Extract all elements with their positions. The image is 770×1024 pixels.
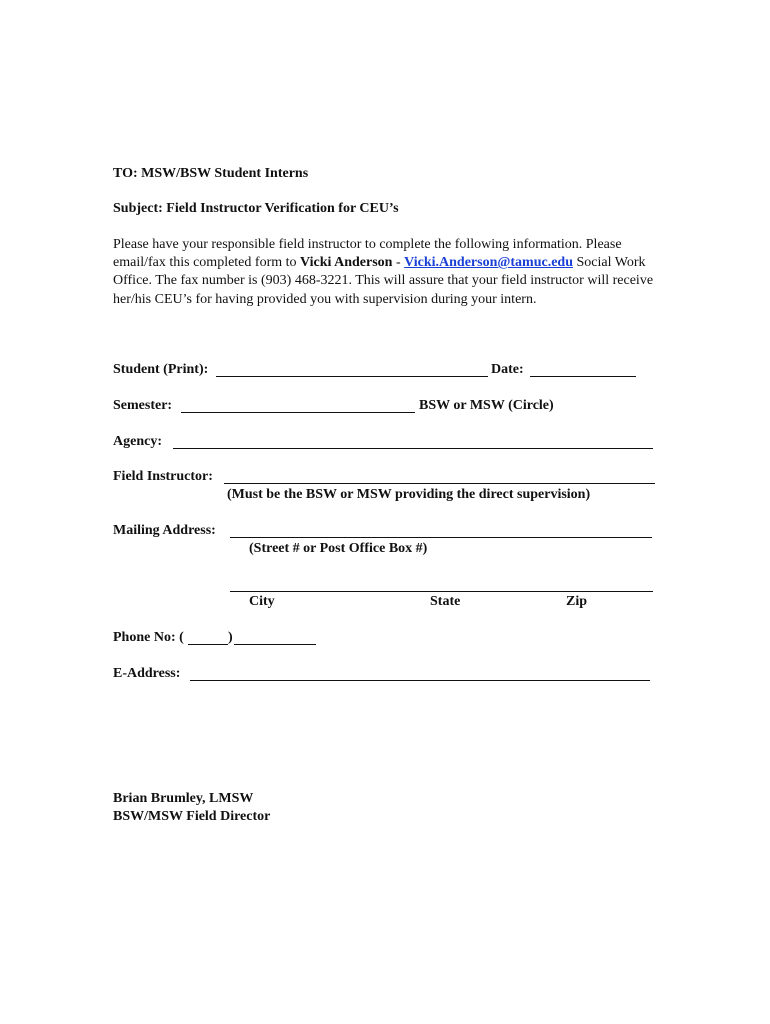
agency-label: Agency:	[113, 434, 162, 449]
signature-name: Brian Brumley, LMSW	[113, 791, 254, 806]
email-label: E-Address:	[113, 666, 181, 681]
city-label: City	[249, 594, 275, 609]
semester-field[interactable]	[181, 398, 415, 413]
student-label: Student (Print):	[113, 362, 209, 377]
field-instructor-label: Field Instructor:	[113, 469, 213, 484]
date-field[interactable]	[530, 362, 636, 377]
intro-text-2: Social Work Office. The fax number is (903) 468-3221. This will assure that your field instructor will receive her/his CEU’s for having provided you with supervision during your intern.	[113, 255, 654, 307]
zip-label: Zip	[566, 594, 588, 609]
phone-paren-close: )	[228, 630, 233, 645]
agency-field[interactable]	[173, 434, 653, 449]
mailing-address-field[interactable]	[230, 523, 652, 538]
to-line: TO: MSW/BSW Student Interns	[113, 166, 309, 181]
phone-area-code-field[interactable]	[188, 630, 228, 645]
subject-line: Subject: Field Instructor Verification for CEU’s	[113, 201, 399, 216]
separator: -	[392, 255, 405, 271]
date-label: Date:	[491, 362, 524, 377]
state-label: State	[430, 594, 461, 609]
phone-number-field[interactable]	[234, 630, 316, 645]
intro-text-1: Please have your responsible field instructor to complete the following information. Please email/fax this completed form to	[113, 237, 622, 271]
phone-label: Phone No: (	[113, 630, 184, 645]
mailing-address-label: Mailing Address:	[113, 523, 216, 538]
bsw-msw-circle-label[interactable]: BSW or MSW (Circle)	[419, 398, 554, 413]
field-instructor-field[interactable]	[224, 469, 655, 484]
city-state-zip-field[interactable]	[230, 577, 653, 592]
field-instructor-note: (Must be the BSW or MSW providing the direct supervision)	[227, 487, 591, 502]
contact-email-link[interactable]: Vicki.Anderson@tamuc.edu	[404, 255, 573, 271]
student-name-field[interactable]	[216, 362, 488, 377]
semester-label: Semester:	[113, 398, 173, 413]
email-field[interactable]	[190, 666, 650, 681]
mailing-address-note: (Street # or Post Office Box #)	[249, 541, 428, 556]
signature-title: BSW/MSW Field Director	[113, 809, 271, 824]
intro-paragraph	[113, 236, 673, 309]
contact-name: Vicki Anderson	[300, 255, 393, 271]
